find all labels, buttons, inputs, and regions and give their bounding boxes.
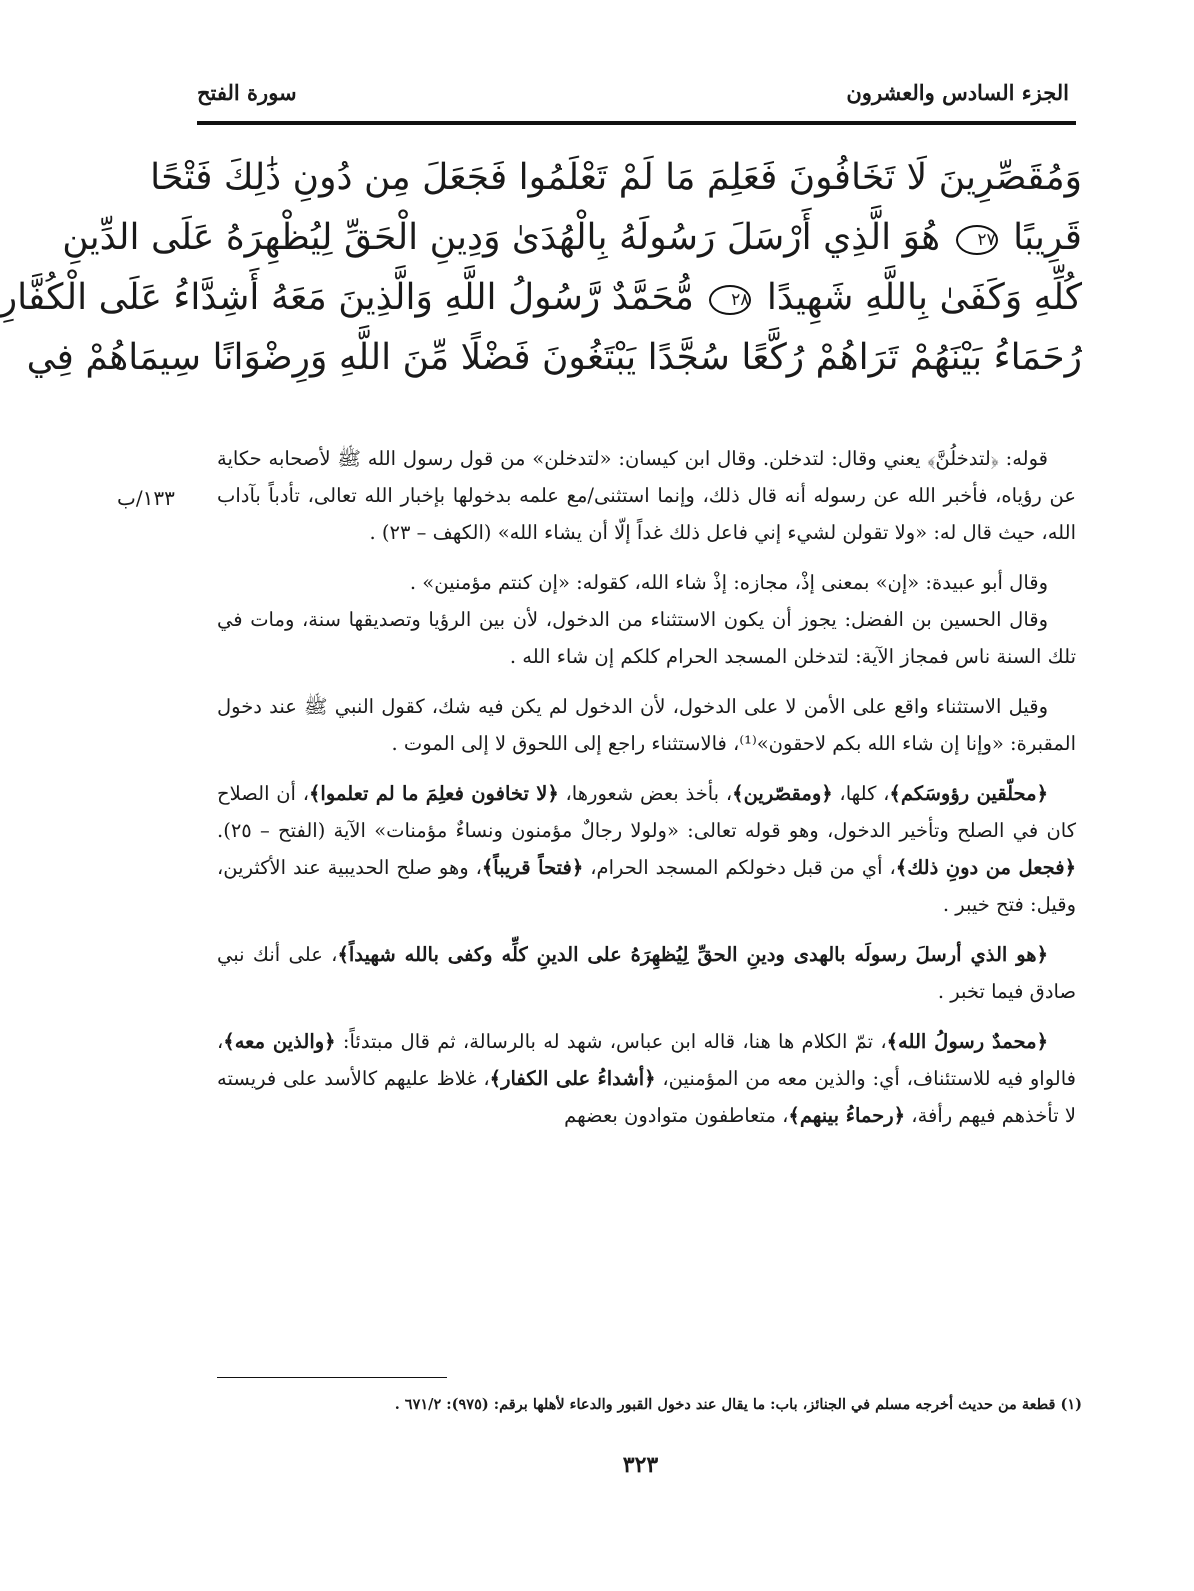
- paragraph-6: [217, 1023, 1076, 1134]
- paragraph-1: قوله: ﴿لتدخلُنَّ﴾ يعني وقال: لتدخلن. وقال ابن كيسان: «لتدخلن» من قول رسول الله ﷺ لأصحابه حكاية عن رؤياه، فأخبر الله عن رسوله أنه قال ذلك، وإنما استثنى/مع علمه بدخولها بإخبار الله تعالى، تأدباً بآداب الله، حيث قال له: «ولا تقولن لشيء إني فاعل ذلك غداً إلّا أن يشاء الله» (الكهف – ٢٣) .: [217, 447, 1076, 544]
- quote: ﴿هو الذي أرسلَ رسولَه بالهدى ودينِ الحقِّ لِيُظهِرَهُ على الدينِ كلِّه وكفى بالله شهيداً﴾: [337, 943, 1048, 966]
- manuscript-folio-marker: ١٣٣/ب: [117, 486, 175, 510]
- running-header: [197, 72, 1069, 112]
- header-part-title: الجزء السادس والعشرون: [846, 79, 1069, 105]
- paragraph-5: [217, 936, 1076, 1010]
- paragraph-2a: وقال أبو عبيدة: «إن» بمعنى إذْ، مجازه: إذْ شاء الله، كقوله: «إن كنتم مؤمنين» .: [409, 571, 1048, 594]
- quran-line-2-end: هُوَ الَّذِي أَرْسَلَ رَسُولَهُ بِالْهُدَىٰ وَدِينِ الْحَقِّ لِيُظْهِرَهُ عَلَى الدِّينِ: [62, 217, 941, 258]
- text: ، أن الصلاح كان في الصلح وتأخير الدخول، وهو قوله تعالى: «ولولا رجالٌ مؤمنون ونساءٌ مؤمنات» الآية (الفتح – ٢٥).: [217, 782, 1076, 842]
- page-number: ٣٢٣: [622, 1452, 659, 1478]
- text: ، غلاظ عليهم كالأسد على فريسته لا تأخذهم فيهم رأفة،: [217, 1067, 1076, 1127]
- quran-line-3-start: كُلِّهِ وَكَفَىٰ بِاللَّهِ شَهِيدًا: [766, 277, 1082, 318]
- footnote: (١) قطعة من حديث أخرجه مسلم في الجنائز، باب: ما يقال عند دخول القبور والدعاء لأهلها برقم: (٩٧٥): ٦٧١/٢ .: [394, 1396, 1082, 1413]
- header-rule: [197, 121, 1076, 125]
- commentary-text: [217, 440, 1076, 1147]
- quran-line-1: وَمُقَصِّرِينَ لَا تَخَافُونَ فَعَلِمَ مَا لَمْ تَعْلَمُوا فَجَعَلَ مِن دُونِ ذَٰلِكَ فَتْحًا: [150, 157, 1082, 198]
- paragraph-4: [217, 775, 1076, 923]
- quote: ﴿فجعل من دونِ ذلك﴾: [895, 856, 1076, 879]
- text: ، بأخذ بعض شعورها،: [558, 782, 733, 805]
- text: ، تمّ الكلام ها هنا، قاله ابن عباس، شهد له بالرسالة، ثم قال مبتدئاً:: [335, 1030, 887, 1053]
- quran-line-2: [62, 208, 1082, 268]
- quote: ﴿فتحاً قريباً﴾: [481, 856, 584, 879]
- quote: ﴿أشداءُ على الكفار﴾: [489, 1067, 656, 1090]
- quote: ﴿ومقصّرين﴾: [732, 782, 833, 805]
- quote: ﴿رحماءُ بينهم﴾: [788, 1104, 906, 1127]
- quote: ﴿والذين معه﴾: [223, 1030, 336, 1053]
- quran-line-2-start: قَرِيبًا: [1013, 217, 1082, 258]
- quote: ﴿محلّقين رؤوسَكم﴾: [889, 782, 1048, 805]
- quran-line-3-end: مُّحَمَّدٌ رَّسُولُ اللَّهِ وَالَّذِينَ مَعَهُ أَشِدَّاءُ عَلَى الْكُفَّارِ: [0, 277, 694, 318]
- text: ، وهو صلح الحديبية عند الأكثرين، وقيل: فتح خيبر .: [217, 856, 1076, 916]
- quran-verses: [0, 148, 1082, 388]
- text: ، على أنك نبي صادق فيما تخبر .: [217, 943, 1076, 1003]
- text: ، كلها،: [832, 782, 890, 805]
- text: ، متعاطفون متوادون بعضهم: [564, 1104, 789, 1127]
- quran-line-4: رُحَمَاءُ بَيْنَهُمْ تَرَاهُمْ رُكَّعًا سُجَّدًا يَبْتَغُونَ فَضْلًا مِّنَ اللَّهِ وَرِضْوَانًا سِيمَاهُمْ فِي: [26, 337, 1082, 378]
- ayah-number-28: ٢٨: [709, 285, 751, 315]
- text: ، أي من قبل دخولكم المسجد الحرام،: [583, 856, 896, 879]
- quote: ﴿لا تخافون فعلِمَ ما لم تعلموا﴾: [309, 782, 559, 805]
- quran-line-3: [0, 268, 1082, 328]
- ayah-number-27: ٢٧: [956, 225, 998, 255]
- footnote-rule: [217, 1377, 447, 1378]
- paragraph-3: وقيل الاستثناء واقع على الأمن لا على الدخول، لأن الدخول لم يكن فيه شك، كقول النبي ﷺ عند دخول المقبرة: «وإنا إن شاء الله بكم لاحقون»⁽¹⁾، فالاستثناء راجع إلى اللحوق لا إلى الموت .: [217, 695, 1076, 755]
- header-surah-title: سورة الفتح: [197, 79, 297, 105]
- text: ، فالواو فيه للاستئناف، أي: والذين معه من المؤمنين،: [217, 1030, 1076, 1090]
- paragraph-2b: وقال الحسين بن الفضل: يجوز أن يكون الاستثناء من الدخول، لأن بين الرؤيا وتصديقها سنة، ومات في تلك السنة ناس فمجاز الآية: لتدخلن المسجد الحرام كلكم إن شاء الله .: [217, 608, 1076, 668]
- quote: ﴿محمدٌ رسولُ الله﴾: [886, 1030, 1048, 1053]
